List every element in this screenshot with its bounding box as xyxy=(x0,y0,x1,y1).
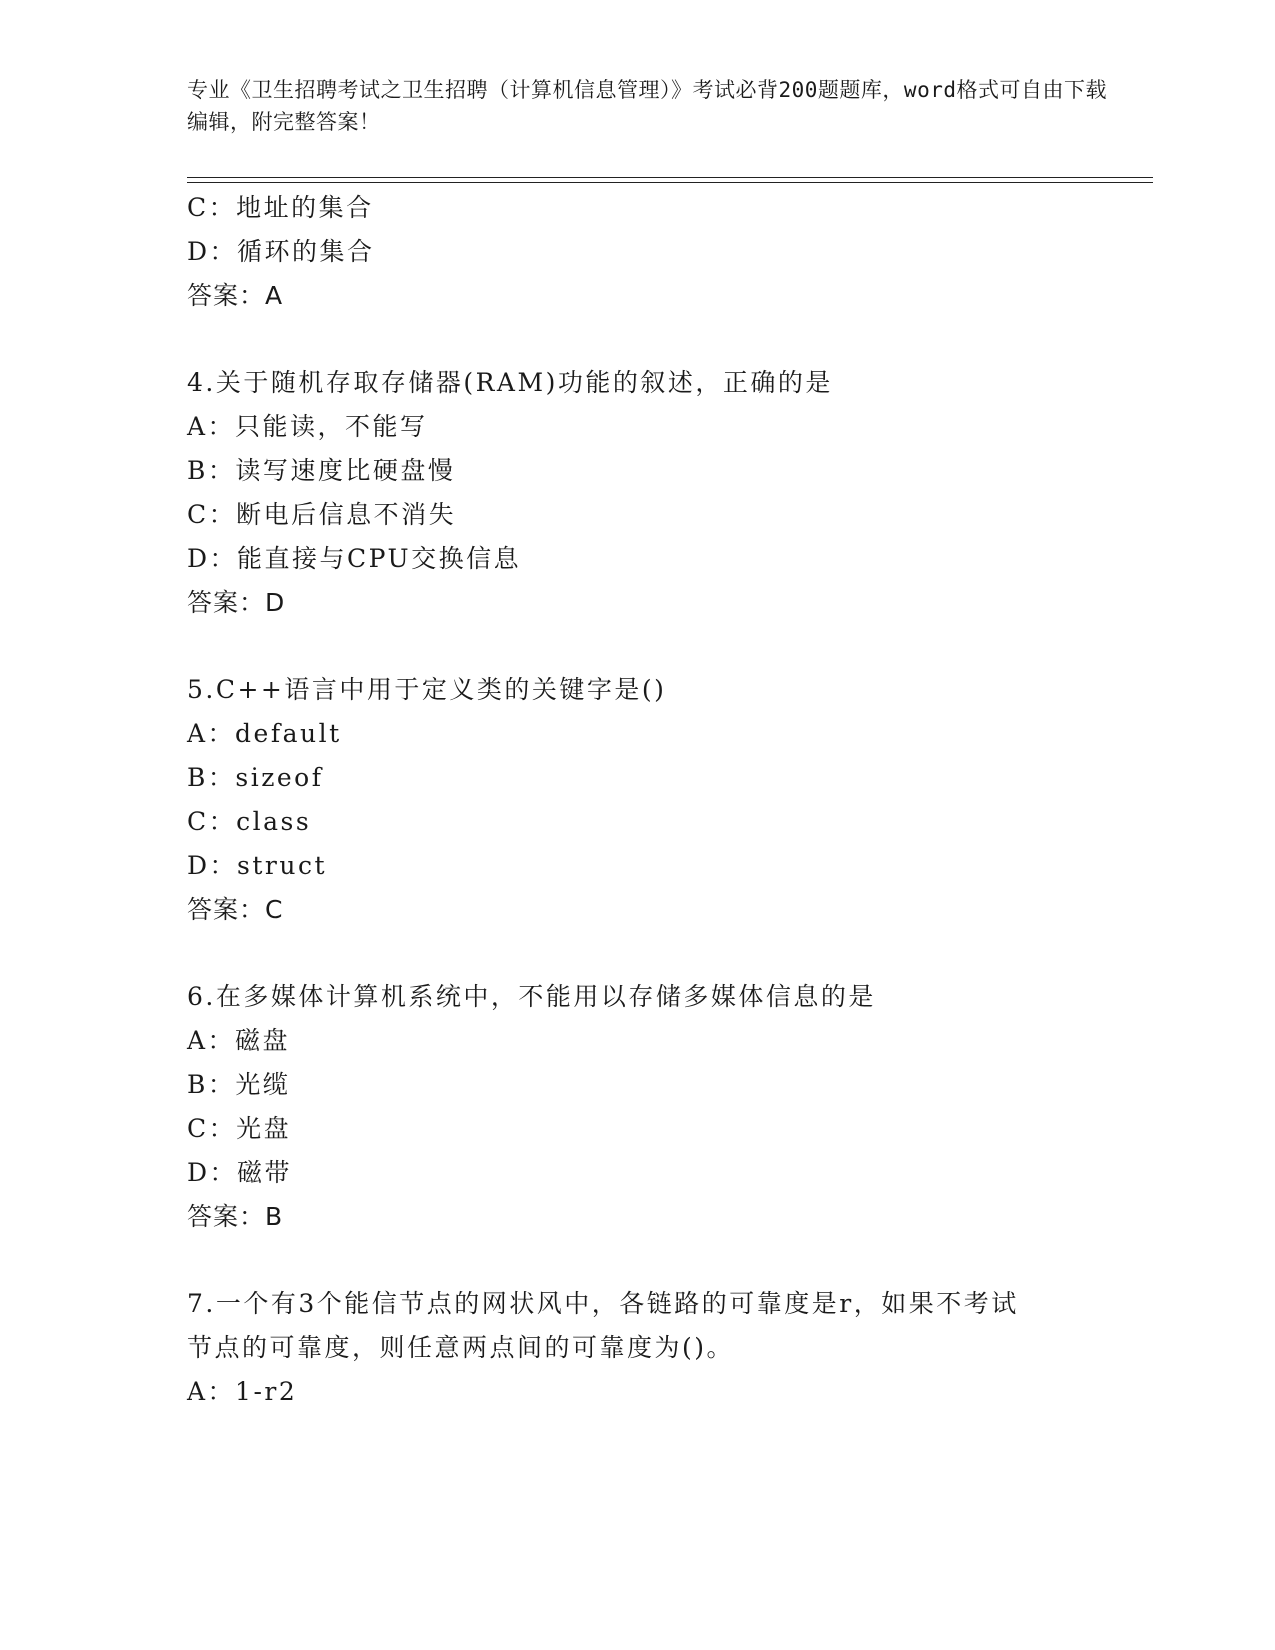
q4-option-b: B：读写速度比硬盘慢 xyxy=(187,456,456,485)
q7-question-line1: 7.一个有3个能信节点的网状风中，各链路的可靠度是r，如果不考试 xyxy=(187,1289,1019,1318)
q6-option-c: C：光盘 xyxy=(187,1114,292,1143)
q4-answer: 答案：D xyxy=(187,588,286,617)
q4-option-a: A：只能读，不能写 xyxy=(187,412,428,441)
q4-option-d: D：能直接与CPU交换信息 xyxy=(187,544,522,573)
q6-option-d: D：磁带 xyxy=(187,1158,293,1187)
q5-option-a: A：default xyxy=(187,719,342,748)
q5-answer: 答案：C xyxy=(187,895,284,924)
prev-option-c: C：地址的集合 xyxy=(187,193,374,222)
q6-question: 6.在多媒体计算机系统中，不能用以存储多媒体信息的是 xyxy=(187,982,876,1011)
header-divider-top xyxy=(187,177,1153,178)
prev-answer: 答案：A xyxy=(187,281,284,310)
q4-option-c: C：断电后信息不消失 xyxy=(187,500,457,529)
q7-question-line2: 节点的可靠度，则任意两点间的可靠度为()。 xyxy=(187,1333,735,1362)
header-divider-bottom xyxy=(187,182,1153,183)
q7-option-a: A：1-r2 xyxy=(187,1377,298,1406)
q6-answer: 答案：B xyxy=(187,1202,284,1231)
q5-option-d: D：struct xyxy=(187,851,328,880)
q6-option-b: B：光缆 xyxy=(187,1070,291,1099)
q5-option-c: C：class xyxy=(187,807,312,836)
q5-option-b: B：sizeof xyxy=(187,763,324,792)
q4-question: 4.关于随机存取存储器(RAM)功能的叙述，正确的是 xyxy=(187,368,833,397)
q6-option-a: A：磁盘 xyxy=(187,1026,291,1055)
document-intro: 专业《卫生招聘考试之卫生招聘（计算机信息管理）》考试必背200题题库，word格式可自由下载编辑，附完整答案！ xyxy=(187,78,1107,134)
prev-option-d: D：循环的集合 xyxy=(187,237,375,266)
q5-question: 5.C++语言中用于定义类的关键字是() xyxy=(187,675,667,704)
